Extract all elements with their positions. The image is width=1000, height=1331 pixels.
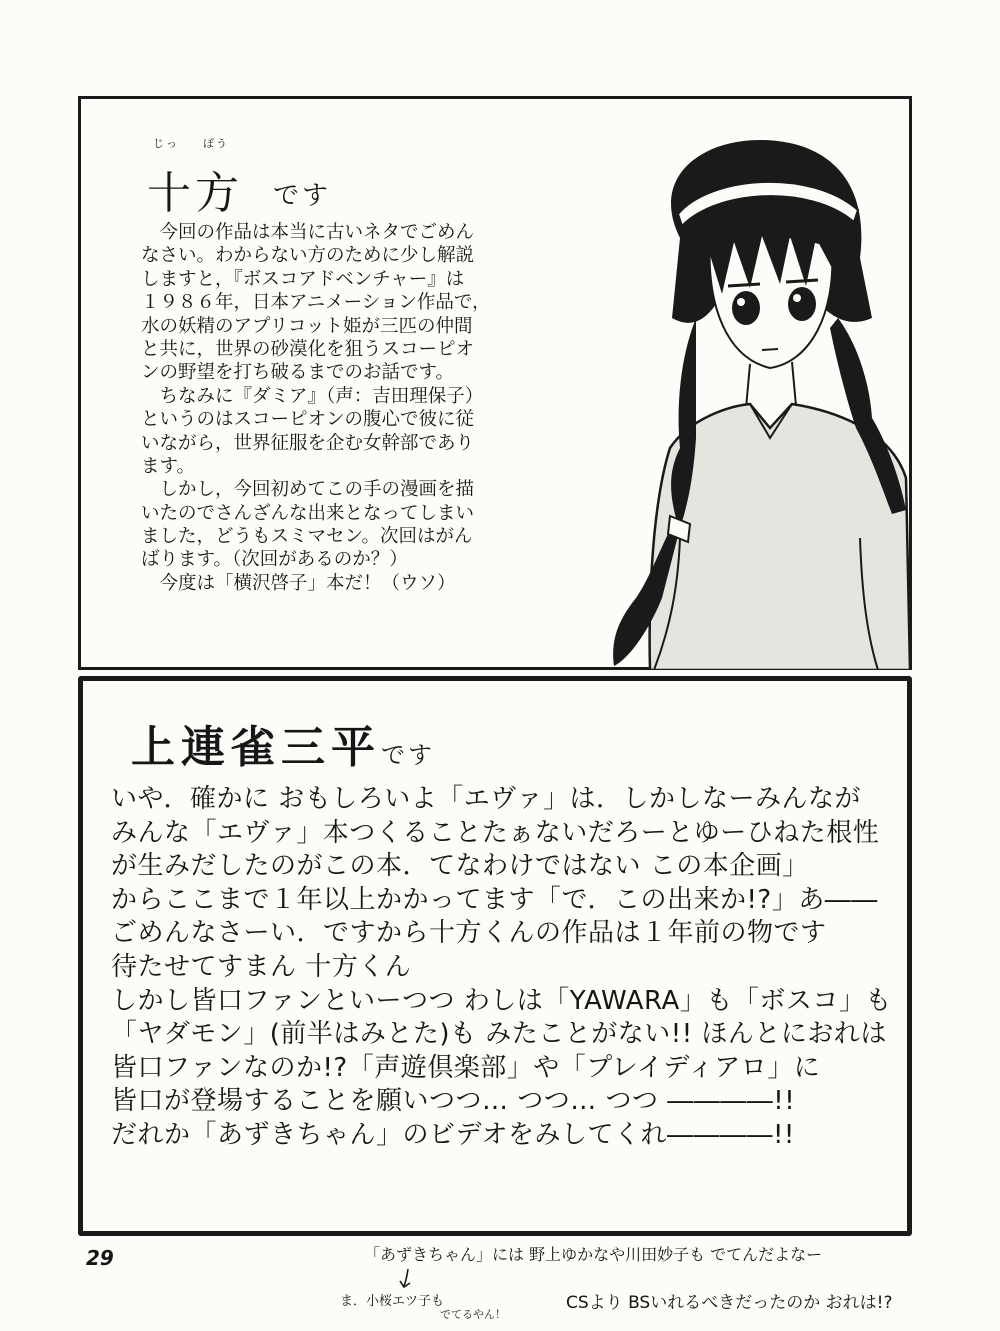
- bottom-panel: [78, 676, 912, 1236]
- bottom-body-line: しかし皆口ファンといーつつ わしは「YAWARA」も「ボスコ」も: [111, 985, 892, 1016]
- bottom-body-line: 待たせてすまん 十方くん: [111, 951, 412, 982]
- heading-ruby-1: じっ: [153, 137, 179, 150]
- top-body-line: しかし，今回初めてこの手の漫画を描: [141, 479, 475, 501]
- bottom-heading-suffix: です: [381, 741, 435, 769]
- bottom-body-line: みんな「エヴァ」本つくることたぁないだろーとゆーひねた根性: [111, 817, 880, 848]
- bottom-body-line: からここまで１年以上かかってます「で．この出来か!?」あ――: [111, 884, 878, 915]
- top-body-line: ンの野望を打ち破るまでのお話です。: [141, 362, 455, 384]
- top-body-line: ばります。（次回があるのか？）: [141, 549, 408, 571]
- top-body-line: ちなみに『ダミア』（声：吉田理保子）: [141, 385, 484, 407]
- girl-illustration: [610, 118, 910, 670]
- footer-note-2: CSより BSいれるべきだったのか おれは!?: [566, 1293, 893, 1313]
- footer-side-note-2: でてるやん！: [440, 1308, 506, 1321]
- top-body-line: 今回の作品は本当に古いネタでごめん: [141, 222, 475, 243]
- bottom-body-line: が生みだしたのがこの本．てなわけではない この本企画」: [111, 851, 809, 882]
- heading-ruby-2: ぽう: [203, 137, 229, 150]
- top-body-line: いながら，世界征服を企む女幹部であり: [141, 432, 475, 454]
- top-body-line: と共に，世界の砂漠化を狙うスコーピオ: [141, 338, 475, 360]
- bottom-body-text: [111, 783, 901, 1153]
- top-heading-suffix: です: [273, 181, 332, 211]
- top-body-line: ました，どうもスミマセン。次回はがん: [141, 526, 473, 548]
- top-body-line: なさい。わからない方のために少し解説: [141, 245, 475, 267]
- top-body-line: ます。: [141, 455, 196, 477]
- top-body-line: しますと，『ボスコアドベンチャー』は: [141, 268, 465, 290]
- top-body-line: 今度は「横沢啓子」本だ！（ウソ）: [141, 572, 456, 594]
- footer-side-note: ま．小桜エツ子も: [340, 1294, 445, 1309]
- bottom-body-line: 皆口ファンなのか!?「声遊倶楽部」や「プレイディアロ」に: [111, 1052, 821, 1083]
- top-body-line: 水の妖精のアプリコット姫が三匹の仲間: [141, 315, 473, 337]
- bottom-heading: 上連雀三平: [131, 722, 381, 773]
- bottom-body-line: 皆口が登場することを願いつつ… つつ… つつ ――――!!: [111, 1086, 796, 1117]
- footer-note: 「あずきちゃん」には 野上ゆかなや川田妙子も でてんだよなー: [364, 1245, 823, 1264]
- bottom-body-line: 「ヤダモン」(前半はみとた)も みたことがない!! ほんとにおれは: [111, 1019, 887, 1050]
- top-heading: 十方: [147, 168, 243, 219]
- page-number: 29: [86, 1246, 114, 1270]
- top-body-line: いたのでさんざんな出来となってしまい: [141, 502, 475, 524]
- top-body-line: というのはスコーピオンの腹心で彼に従: [141, 409, 475, 431]
- bottom-body-line: いや．確かに おもしろいよ「エヴァ」は．しかしなーみんなが: [111, 784, 861, 814]
- bottom-body-line: ごめんなさーい．ですから十方くんの作品は１年前の物です: [111, 918, 827, 949]
- arrow-down-icon: [398, 1268, 414, 1290]
- bottom-body-line: だれか「あずきちゃん」のビデオをみしてくれ――――!!: [111, 1119, 795, 1150]
- top-body-line: １９８６年，日本アニメーション作品で，: [141, 292, 491, 314]
- top-body-text: [141, 221, 583, 595]
